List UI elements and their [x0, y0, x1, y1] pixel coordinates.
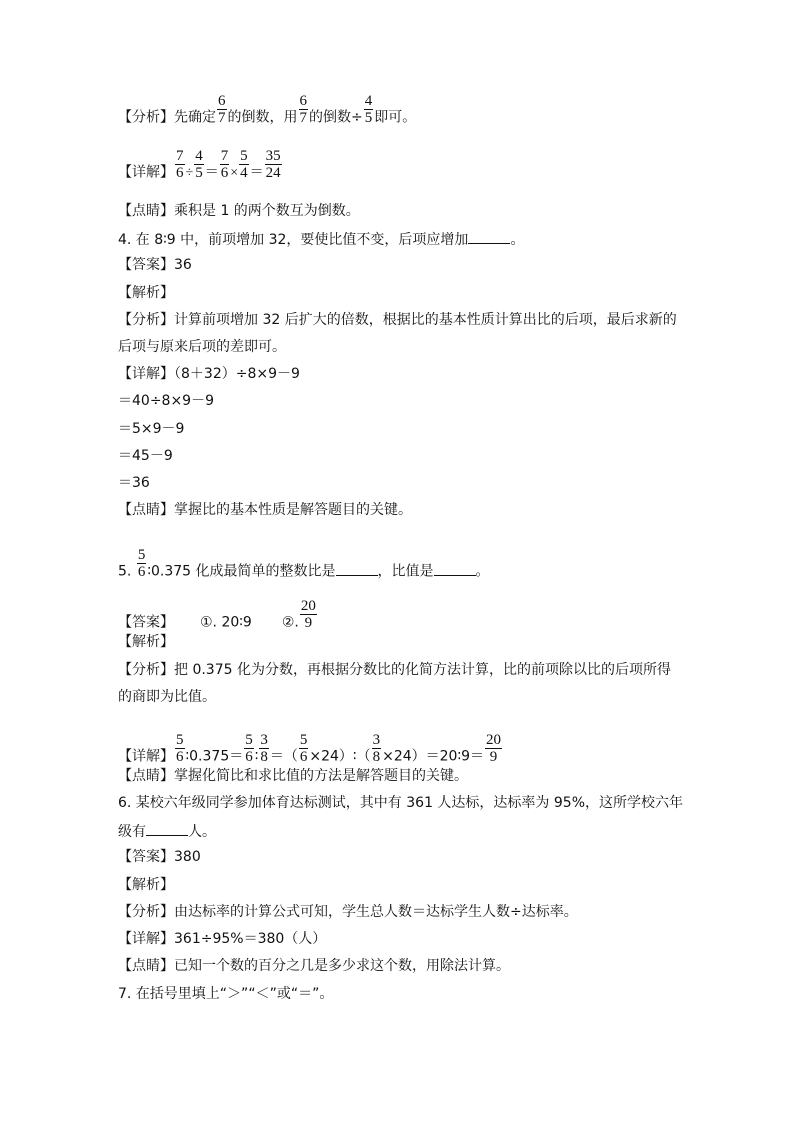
text: ×24）∶（: [309, 748, 371, 765]
fraction-4-5: [364, 93, 374, 126]
fraction-5-6: [137, 547, 147, 580]
denominator: 5: [195, 165, 203, 181]
q4-jiexi: 【解析】: [118, 285, 174, 301]
numerator: 6: [299, 93, 307, 109]
denominator: 9: [489, 749, 498, 765]
q4-remark: 【点睛】掌握比的基本性质是解答题目的关键。: [118, 502, 412, 518]
numerator: 5: [137, 547, 146, 563]
denominator: 5: [364, 110, 373, 126]
numerator: 6: [218, 93, 226, 109]
numerator: 5: [240, 148, 248, 164]
q6-detail: 【详解】361÷95%＝380（人）: [118, 931, 327, 947]
detail-tag: 【详解】: [118, 748, 174, 765]
fraction-35-24: [265, 148, 282, 181]
fraction-20-9: [300, 598, 317, 631]
question-text: 4. 在 8∶9 中，前项增加 32，要使比值不变，后项应增加: [118, 232, 469, 248]
numerator: 20: [300, 598, 316, 614]
numerator: 5: [299, 732, 308, 748]
answer-1: ①. 20∶9: [200, 614, 252, 631]
question-text: ∶0.375 化成最简单的整数比是: [147, 563, 336, 580]
numerator: 5: [176, 732, 184, 748]
numerator: 3: [372, 732, 381, 748]
q6-question-2: [118, 821, 216, 841]
numerator: 5: [245, 732, 253, 748]
q3-remark: 【点睛】乘积是 1 的两个数互为倒数。: [118, 203, 360, 219]
fraction-5-6: [244, 732, 254, 765]
question-number: 5.: [118, 563, 132, 580]
q4-step-4: ＝36: [118, 475, 150, 491]
fraction-4-5: [194, 148, 204, 181]
numerator: 20: [486, 732, 502, 748]
fraction-5-6: [175, 732, 185, 765]
q4-analysis-1: 【分析】计算前项增加 32 后扩大的倍数，根据比的基本性质计算出比的后项，最后求新的: [118, 312, 677, 328]
q4-detail: 【详解】（8＋32）÷8×9－9: [118, 366, 300, 382]
denominator: 6: [176, 165, 184, 181]
fraction-5-6: [299, 732, 309, 765]
denominator: 6: [137, 564, 146, 580]
q4-step-3: ＝45－9: [118, 448, 173, 464]
q3-detail-line: [118, 148, 283, 189]
text: 即可。: [374, 109, 417, 126]
analysis-tag: 【分析】: [118, 109, 174, 126]
text: 的倒数÷: [309, 109, 363, 126]
denominator: 7: [218, 110, 226, 126]
answer-tag: 【答案】: [118, 614, 174, 631]
numerator: 7: [220, 148, 229, 164]
denominator: 8: [260, 749, 268, 765]
answer-blank: [468, 229, 510, 244]
fraction-20-9: [485, 732, 502, 765]
fraction-3-8: [372, 732, 382, 765]
denominator: 6: [220, 165, 229, 181]
q4-question: [118, 229, 524, 249]
denominator: 7: [299, 110, 307, 126]
q5-analysis-1: 【分析】把 0.375 化为分数，再根据分数比的化简方法计算，比的前项除以比的后项所得: [118, 662, 671, 678]
q5-jiexi: 【解析】: [118, 634, 174, 650]
q6-jiexi: 【解析】: [118, 877, 174, 893]
text: ，比值是: [377, 563, 434, 580]
operator: ÷: [185, 165, 194, 181]
q4-step-2: ＝5×9－9: [118, 421, 185, 437]
fraction-7-6: [175, 148, 185, 181]
denominator: 6: [299, 749, 308, 765]
fraction-7-6: [220, 148, 230, 181]
text: ＝（: [269, 748, 298, 765]
numerator: 3: [260, 732, 268, 748]
text: 人。: [188, 824, 216, 840]
text: ×24）＝20∶9＝: [382, 748, 485, 765]
text: 。: [475, 563, 490, 580]
denominator: 4: [240, 165, 248, 181]
q6-question-1: 6. 某校六年级同学参加体育达标测试，其中有 361 人达标，达标率为 95%，这所学校六年: [118, 795, 683, 811]
detail-tag: 【详解】: [118, 164, 174, 181]
answer-blank: [146, 821, 188, 836]
denominator: 8: [372, 749, 381, 765]
fraction-6-7: [299, 93, 309, 126]
q7-question: 7. 在括号里填上“＞”“＜”或“＝”。: [118, 986, 334, 1002]
numerator: 35: [265, 148, 281, 164]
text: 的倒数，用: [227, 109, 298, 126]
fraction-5-4: [239, 148, 249, 181]
text: 先确定: [174, 109, 216, 126]
q5-question: [118, 547, 490, 588]
text: ∶: [254, 748, 259, 765]
text: 。: [510, 232, 525, 248]
operator: ×: [230, 165, 239, 181]
fraction-3-8: [259, 732, 269, 765]
denominator: 6: [176, 749, 184, 765]
q5-analysis-2: 的商即为比值。: [118, 689, 216, 705]
q4-step-1: ＝40÷8×9－9: [118, 393, 214, 409]
answer-blank: [434, 561, 476, 576]
operator: ＝: [249, 165, 264, 181]
q5-remark: 【点睛】掌握化简比和求比值的方法是解答题目的关键。: [118, 768, 468, 784]
answer-2: ②.: [281, 614, 299, 631]
q6-answer: 【答案】380: [118, 849, 201, 865]
q4-analysis-2: 后项与原来后项的差即可。: [118, 339, 286, 355]
numerator: 7: [176, 148, 184, 164]
q3-analysis-line: [118, 93, 417, 134]
q4-answer: 【答案】36: [118, 257, 192, 273]
q6-analysis: 【分析】由达标率的计算公式可知，学生总人数＝达标学生人数÷达标率。: [118, 904, 578, 920]
answer-blank: [336, 561, 378, 576]
fraction-6-7: [217, 93, 227, 126]
numerator: 4: [364, 93, 373, 109]
denominator: 9: [304, 615, 313, 631]
q6-remark: 【点睛】已知一个数的百分之几是多少求这个数，用除法计算。: [118, 958, 510, 974]
denominator: 24: [265, 165, 281, 181]
text: 级有: [118, 824, 146, 840]
operator: ＝: [204, 165, 219, 181]
text: ∶0.375＝: [185, 748, 244, 765]
numerator: 4: [195, 148, 203, 164]
denominator: 6: [245, 749, 253, 765]
